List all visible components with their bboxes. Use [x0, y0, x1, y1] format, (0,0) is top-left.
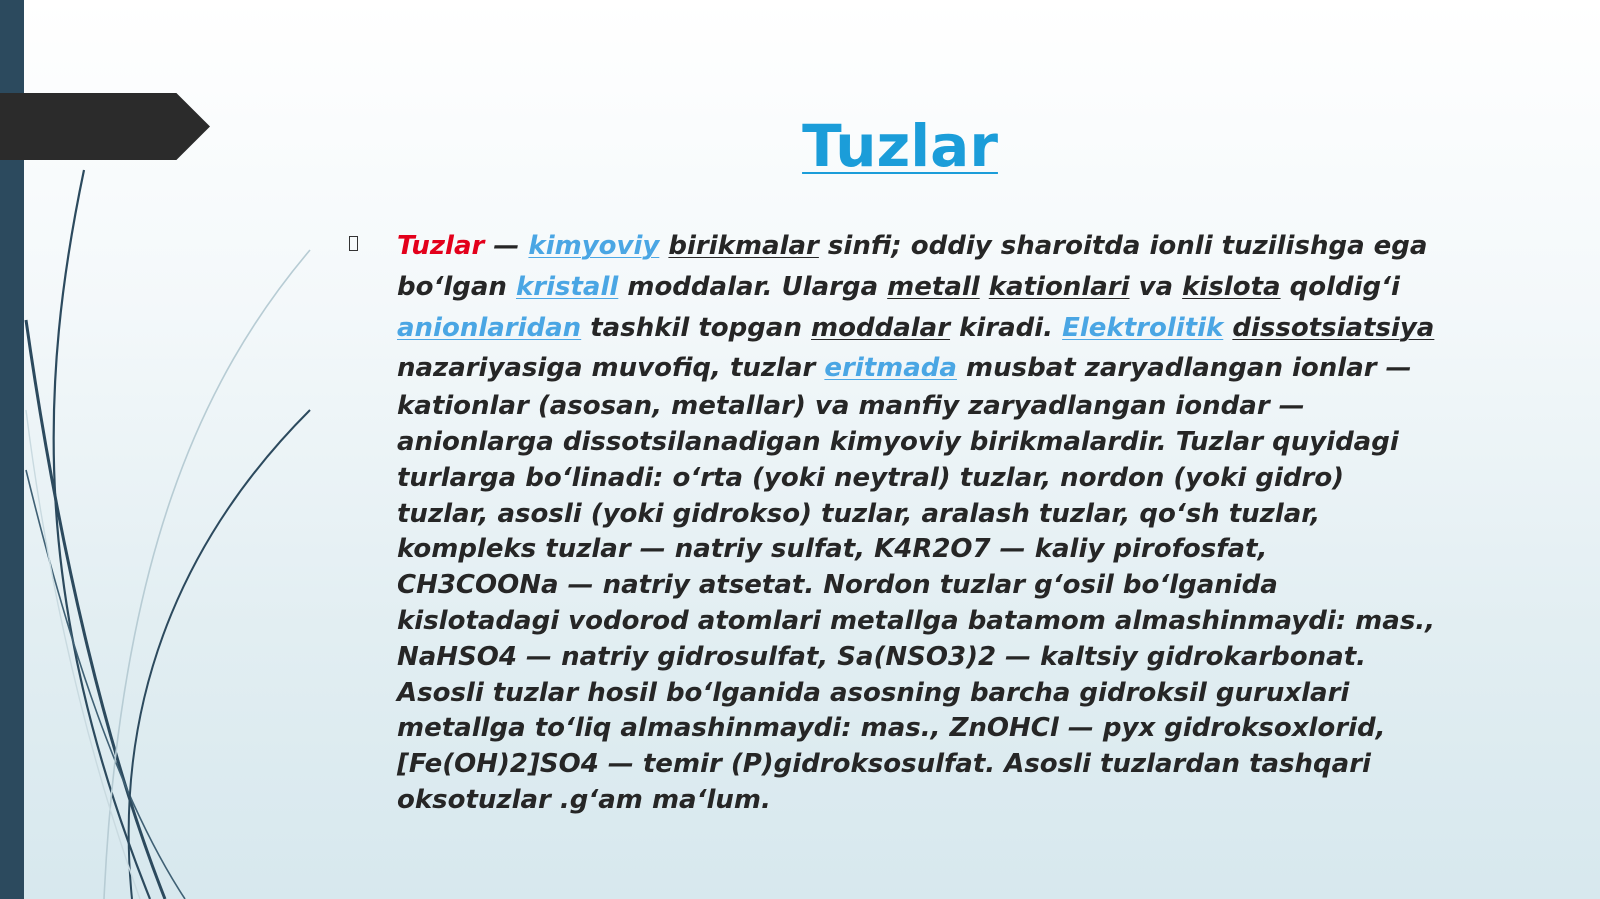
underlined-dissotsiatsiya: dissotsiatsiya	[1232, 312, 1435, 343]
link-elektrolitik[interactable]: Elektrolitik	[1062, 312, 1224, 343]
underlined-metall: metall	[887, 271, 980, 302]
text-run	[980, 272, 989, 302]
underlined-birikmalar: birikmalar	[668, 231, 819, 261]
link-kristall[interactable]: kristall	[515, 271, 619, 302]
link-eritmada[interactable]: eritmada	[824, 353, 957, 384]
slide-title: Tuzlar	[802, 112, 998, 180]
term-highlight: Tuzlar	[397, 231, 485, 261]
underlined-kislota: kislota	[1182, 271, 1281, 302]
text-run: kiradi.	[950, 312, 1063, 343]
bullet-paragraph	[397, 226, 1437, 389]
decorative-swooshes	[0, 0, 340, 899]
text-run: musbat zaryadlangan ionlar —	[956, 353, 1412, 384]
link-kimyoviy[interactable]: kimyoviy	[528, 231, 660, 261]
slide-body	[397, 226, 1437, 819]
underlined-moddalar: moddalar	[811, 312, 951, 343]
text-run: sinfi; oddiy sharoitda ionli tuzilishga ega bo‘lgan	[397, 231, 1428, 302]
text-run: qoldig‘i	[1280, 271, 1400, 302]
underlined-kationlari: kationlari	[988, 271, 1130, 302]
link-anionlaridan[interactable]: anionlaridan	[397, 312, 582, 343]
text-run: tashkil topgan	[581, 312, 812, 343]
text-run: va	[1129, 271, 1183, 302]
text-run	[1223, 313, 1232, 343]
text-run: nazariyasiga muvofiq, tuzlar	[397, 353, 825, 384]
missing-glyph-icon	[349, 236, 358, 251]
bullet-continuation: kationlar (asosan, metallar) va manfiy zaryadlangan iondar — anionlarga dissotsilanadigan kimyoviy birikmalardir. Tuzlar quyidagi turlarga bo‘linadi: o‘rta (yoki neytral) tuzlar, nordon (yoki gidro) tuzlar, asosli (yoki gidrokso) tuzlar, aralash tuzlar, qo‘sh tuzlar, kompleks tuzlar — natriy sulfat, K4R2O7 — kaliy pirofosfat, CH3COONa — natriy atsetat. Nordon tuzlar g‘osil bo‘lganida kislotadagi vodorod atomlari metallga batamom almashinmaydi: mas., NaHSO4 — natriy gidrosulfat, Sa(NSO3)2 — kaltsiy gidrokarbonat. Asosli tuzlar hosil bo‘lganida asosning barcha gidroksil guruxlari metallga to‘liq almashinmaydi: mas., ZnOHCl — pyx gidroksoxlorid, [Fe(OH)2]SO4 — temir (P)gidroksosulfat. Asosli tuzlardan tashqari oksotuzlar .g‘am ma‘lum.	[397, 391, 1436, 815]
text-run: —	[484, 231, 529, 261]
text-run: moddalar. Ularga	[618, 271, 888, 302]
